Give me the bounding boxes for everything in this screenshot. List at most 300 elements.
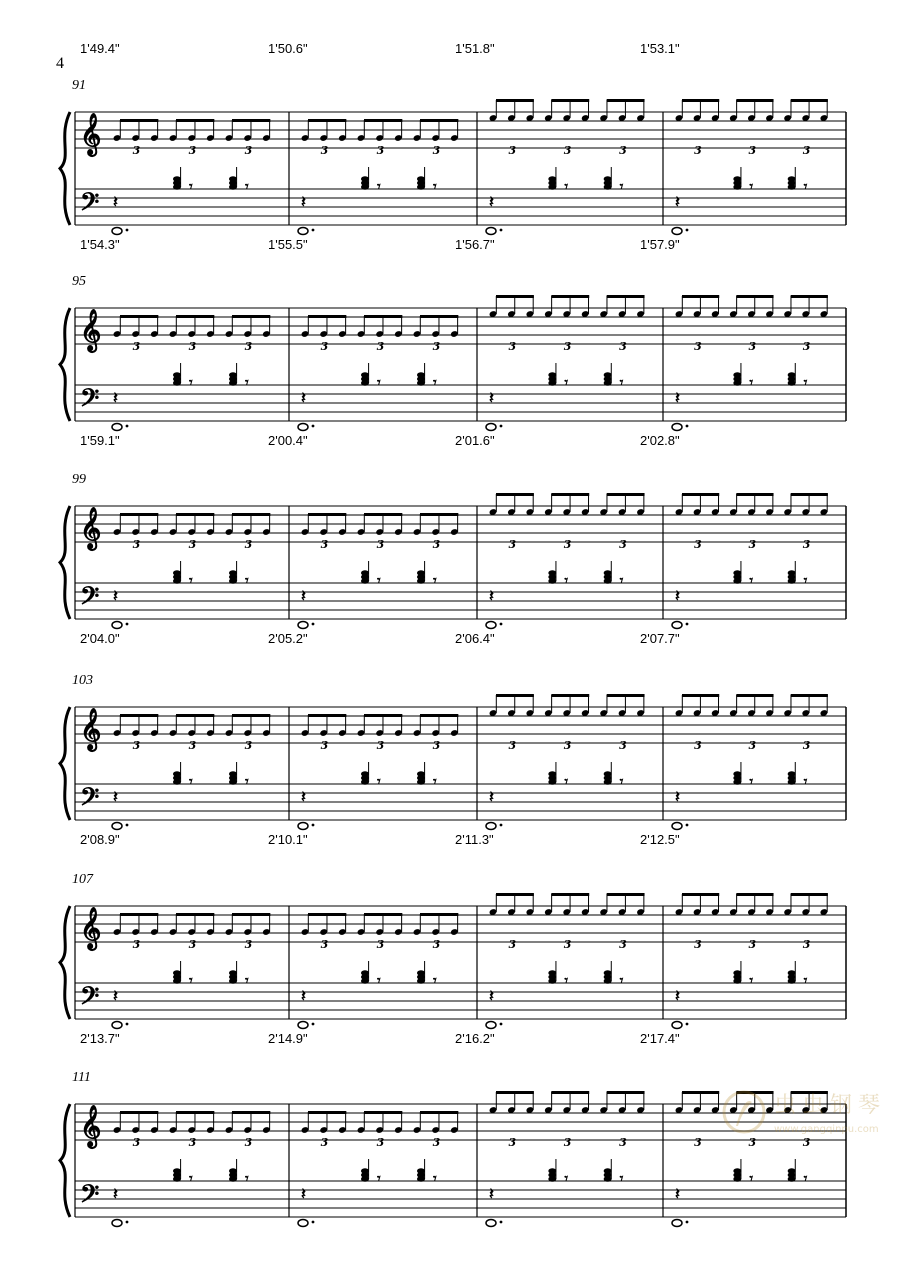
beam xyxy=(176,315,214,318)
beam xyxy=(736,99,773,102)
eighth-rest-icon: 𝄾 xyxy=(189,375,193,391)
beam xyxy=(496,1091,534,1094)
beam xyxy=(496,99,534,102)
eighth-rest-icon: 𝄾 xyxy=(749,179,754,195)
tuplet-label: 3 xyxy=(432,1136,441,1149)
watermark xyxy=(722,1082,902,1152)
quarter-rest-icon: 𝄽 xyxy=(113,586,118,605)
tuplet-label: 3 xyxy=(508,938,517,951)
half-note-head xyxy=(112,1022,122,1029)
chord-note-head xyxy=(229,372,237,378)
chord-note-head xyxy=(788,970,796,976)
timestamp-label: 2'02.8" xyxy=(640,433,680,448)
chord-note-head xyxy=(229,970,237,976)
eighth-rest-icon: 𝄾 xyxy=(189,1171,193,1187)
beam xyxy=(232,1111,270,1114)
quarter-rest-icon: 𝄽 xyxy=(675,787,680,806)
bass-clef-icon: 𝄢 xyxy=(80,1180,100,1215)
quarter-rest-icon: 𝄽 xyxy=(301,787,306,806)
tuplet-label: 3 xyxy=(376,144,385,157)
eighth-rest-icon: 𝄾 xyxy=(377,774,381,790)
half-note-head xyxy=(672,228,682,235)
beam xyxy=(551,694,589,697)
chord-note-head xyxy=(788,771,796,777)
dot xyxy=(686,623,689,626)
tuplet-label: 3 xyxy=(432,938,441,951)
beam xyxy=(420,913,458,916)
tuplet-label: 3 xyxy=(432,144,441,157)
beam xyxy=(120,513,158,516)
brace-icon xyxy=(60,1104,70,1217)
chord-note-head xyxy=(417,771,425,777)
tuplet-label: 3 xyxy=(748,144,757,157)
tuplet-label: 3 xyxy=(132,1136,141,1149)
beam xyxy=(364,315,402,318)
eighth-rest-icon: 𝄾 xyxy=(245,774,249,790)
tuplet-label: 3 xyxy=(132,538,141,551)
half-note-head xyxy=(298,1220,308,1227)
beam xyxy=(607,1091,645,1094)
eighth-rest-icon: 𝄾 xyxy=(189,774,193,790)
eighth-rest-icon: 𝄾 xyxy=(564,573,569,589)
quarter-rest-icon: 𝄽 xyxy=(675,1184,680,1203)
beam xyxy=(496,295,534,298)
tuplet-label: 3 xyxy=(563,144,572,157)
dot xyxy=(126,425,129,428)
tuplet-label: 3 xyxy=(619,538,627,551)
half-note-head xyxy=(112,1220,122,1227)
tuplet-label: 3 xyxy=(132,340,141,353)
beam xyxy=(682,99,719,102)
tuplet-label: 3 xyxy=(244,538,253,551)
tuplet-label: 3 xyxy=(508,340,517,353)
dot xyxy=(500,1221,503,1224)
chord-note-head xyxy=(733,970,741,976)
bass-clef-icon: 𝄢 xyxy=(80,384,100,419)
beam xyxy=(736,295,773,298)
measure-number: 99 xyxy=(72,472,86,487)
chord-note-head xyxy=(229,176,237,182)
quarter-rest-icon: 𝄽 xyxy=(113,1184,118,1203)
beam xyxy=(607,99,645,102)
eighth-rest-icon: 𝄾 xyxy=(245,973,249,989)
chord-note-head xyxy=(548,970,556,976)
quarter-rest-icon: 𝄽 xyxy=(675,986,680,1005)
bass-clef-icon: 𝄢 xyxy=(80,982,100,1017)
chord-note-head xyxy=(173,1168,181,1174)
tuplet-label: 3 xyxy=(376,340,385,353)
beam xyxy=(232,119,270,122)
quarter-rest-icon: 𝄽 xyxy=(675,192,680,211)
dot xyxy=(686,1023,689,1026)
watermark-url: www.gangqinpu.com xyxy=(774,1124,879,1135)
dot xyxy=(312,1023,315,1026)
timestamp-label: 1'53.1" xyxy=(640,41,680,56)
beam xyxy=(736,493,773,496)
timestamp-label: 1'55.5" xyxy=(268,237,308,252)
beam xyxy=(232,513,270,516)
timestamp-label: 1'54.3" xyxy=(80,237,120,252)
page-number: 4 xyxy=(56,55,64,72)
tuplet-label: 3 xyxy=(508,739,517,752)
beam xyxy=(791,893,828,896)
dot xyxy=(312,623,315,626)
dot xyxy=(686,1221,689,1224)
half-note-head xyxy=(486,823,496,830)
quarter-rest-icon: 𝄽 xyxy=(489,986,494,1005)
tuplet-label: 3 xyxy=(376,538,385,551)
half-note-head xyxy=(112,823,122,830)
beam xyxy=(682,893,719,896)
brace-icon xyxy=(60,112,70,225)
half-note-head xyxy=(112,424,122,431)
chord-note-head xyxy=(229,1168,237,1174)
music-system xyxy=(60,99,846,235)
dot xyxy=(126,1023,129,1026)
timestamp-label: 2'06.4" xyxy=(455,631,495,646)
half-note-head xyxy=(486,228,496,235)
tuplet-label: 3 xyxy=(244,340,253,353)
eighth-rest-icon: 𝄾 xyxy=(377,1171,381,1187)
eighth-rest-icon: 𝄾 xyxy=(619,179,624,195)
eighth-rest-icon: 𝄾 xyxy=(377,973,381,989)
beam xyxy=(682,295,719,298)
eighth-rest-icon: 𝄾 xyxy=(803,973,808,989)
chord-note-head xyxy=(733,1168,741,1174)
dot xyxy=(500,824,503,827)
tuplet-label: 3 xyxy=(508,1136,517,1149)
eighth-rest-icon: 𝄾 xyxy=(803,375,808,391)
tuplet-label: 3 xyxy=(802,938,811,951)
tuplet-label: 3 xyxy=(320,144,329,157)
half-note-head xyxy=(672,1220,682,1227)
tuplet-label: 3 xyxy=(320,1136,329,1149)
timestamp-label: 2'00.4" xyxy=(268,433,308,448)
tuplet-label: 3 xyxy=(376,938,385,951)
music-system xyxy=(60,295,846,431)
treble-clef-icon: 𝄞 xyxy=(80,113,102,155)
half-note-head xyxy=(486,1220,496,1227)
eighth-rest-icon: 𝄾 xyxy=(377,179,381,195)
dot xyxy=(500,1023,503,1026)
beam xyxy=(120,913,158,916)
beam xyxy=(791,99,828,102)
beam xyxy=(551,99,589,102)
timestamp-label: 1'51.8" xyxy=(455,41,495,56)
beam xyxy=(308,714,346,717)
quarter-rest-icon: 𝄽 xyxy=(675,388,680,407)
beam xyxy=(420,315,458,318)
half-note-head xyxy=(298,622,308,629)
timestamp-label: 2'12.5" xyxy=(640,832,680,847)
eighth-rest-icon: 𝄾 xyxy=(433,573,437,589)
beam xyxy=(551,1091,589,1094)
timestamp-label: 2'08.9" xyxy=(80,832,120,847)
beam xyxy=(551,295,589,298)
quarter-rest-icon: 𝄽 xyxy=(113,787,118,806)
chord-note-head xyxy=(173,570,181,576)
tuplet-label: 3 xyxy=(188,538,197,551)
beam xyxy=(176,119,214,122)
eighth-rest-icon: 𝄾 xyxy=(377,573,381,589)
measure-number: 95 xyxy=(72,274,86,289)
beam xyxy=(607,694,645,697)
beam xyxy=(736,893,773,896)
chord-note-head xyxy=(361,570,369,576)
tuplet-label: 3 xyxy=(132,144,141,157)
treble-clef-icon: 𝄞 xyxy=(80,708,102,750)
tuplet-label: 3 xyxy=(132,938,141,951)
tuplet-label: 3 xyxy=(563,538,572,551)
beam xyxy=(420,119,458,122)
chord-note-head xyxy=(229,771,237,777)
beam xyxy=(120,315,158,318)
eighth-rest-icon: 𝄾 xyxy=(433,179,437,195)
eighth-rest-icon: 𝄾 xyxy=(245,1171,249,1187)
tuplet-label: 3 xyxy=(244,144,253,157)
dot xyxy=(126,229,129,232)
chord-note-head xyxy=(173,970,181,976)
tuplet-label: 3 xyxy=(244,739,253,752)
tuplet-label: 3 xyxy=(376,739,385,752)
chord-note-head xyxy=(417,372,425,378)
eighth-rest-icon: 𝄾 xyxy=(245,179,249,195)
bass-clef-icon: 𝄢 xyxy=(80,188,100,223)
tuplet-label: 3 xyxy=(132,739,141,752)
eighth-rest-icon: 𝄾 xyxy=(564,1171,569,1187)
dot xyxy=(686,229,689,232)
beam xyxy=(607,893,645,896)
tuplet-label: 3 xyxy=(748,1136,757,1149)
timestamp-label: 1'49.4" xyxy=(80,41,120,56)
beam xyxy=(551,493,589,496)
bass-clef-icon: 𝄢 xyxy=(80,783,100,818)
quarter-rest-icon: 𝄽 xyxy=(113,192,118,211)
chord-note-head xyxy=(733,176,741,182)
tuplet-label: 3 xyxy=(320,938,329,951)
beam xyxy=(607,493,645,496)
quarter-rest-icon: 𝄽 xyxy=(675,586,680,605)
measure-number: 103 xyxy=(72,673,93,688)
quarter-rest-icon: 𝄽 xyxy=(301,192,306,211)
tuplet-label: 3 xyxy=(563,938,572,951)
measure-number: 91 xyxy=(72,78,86,93)
timestamp-label: 2'14.9" xyxy=(268,1031,308,1046)
chord-note-head xyxy=(548,372,556,378)
chord-note-head xyxy=(548,1168,556,1174)
beam xyxy=(308,913,346,916)
timestamp-label: 2'04.0" xyxy=(80,631,120,646)
timestamp-label: 1'56.7" xyxy=(455,237,495,252)
music-system xyxy=(60,493,846,629)
tuplet-label: 3 xyxy=(802,144,811,157)
tuplet-label: 3 xyxy=(563,739,572,752)
eighth-rest-icon: 𝄾 xyxy=(377,375,381,391)
beam xyxy=(791,694,828,697)
chord-note-head xyxy=(604,771,612,777)
tuplet-label: 3 xyxy=(802,340,811,353)
chord-note-head xyxy=(733,771,741,777)
dot xyxy=(500,229,503,232)
beam xyxy=(551,893,589,896)
eighth-rest-icon: 𝄾 xyxy=(564,774,569,790)
eighth-rest-icon: 𝄾 xyxy=(564,375,569,391)
beam xyxy=(120,1111,158,1114)
dot xyxy=(500,623,503,626)
eighth-rest-icon: 𝄾 xyxy=(433,774,437,790)
beam xyxy=(736,694,773,697)
chord-note-head xyxy=(788,372,796,378)
tuplet-label: 3 xyxy=(694,938,702,951)
tuplet-label: 3 xyxy=(802,739,811,752)
beam xyxy=(232,714,270,717)
beam xyxy=(176,513,214,516)
half-note-head xyxy=(298,228,308,235)
timestamp-label: 2'16.2" xyxy=(455,1031,495,1046)
brace-icon xyxy=(60,308,70,421)
tuplet-label: 3 xyxy=(563,1136,572,1149)
tuplet-label: 3 xyxy=(244,938,253,951)
eighth-rest-icon: 𝄾 xyxy=(749,1171,754,1187)
timestamp-label: 2'07.7" xyxy=(640,631,680,646)
chord-note-head xyxy=(788,570,796,576)
beam xyxy=(791,493,828,496)
eighth-rest-icon: 𝄾 xyxy=(189,179,193,195)
tuplet-label: 3 xyxy=(320,538,329,551)
quarter-rest-icon: 𝄽 xyxy=(489,388,494,407)
quarter-rest-icon: 𝄽 xyxy=(113,388,118,407)
chord-note-head xyxy=(604,372,612,378)
beam xyxy=(682,493,719,496)
timestamp-label: 2'05.2" xyxy=(268,631,308,646)
beam xyxy=(682,694,719,697)
chord-note-head xyxy=(173,771,181,777)
beam xyxy=(420,714,458,717)
dot xyxy=(312,229,315,232)
dot xyxy=(686,425,689,428)
eighth-rest-icon: 𝄾 xyxy=(749,375,754,391)
beam xyxy=(308,315,346,318)
treble-clef-icon: 𝄞 xyxy=(80,507,102,549)
tuplet-label: 3 xyxy=(432,538,441,551)
eighth-rest-icon: 𝄾 xyxy=(803,573,808,589)
treble-clef-icon: 𝄞 xyxy=(80,907,102,949)
quarter-rest-icon: 𝄽 xyxy=(489,192,494,211)
chord-note-head xyxy=(361,176,369,182)
tuplet-label: 3 xyxy=(748,538,757,551)
beam xyxy=(364,513,402,516)
timestamp-label: 2'01.6" xyxy=(455,433,495,448)
tuplet-label: 3 xyxy=(802,538,811,551)
dot xyxy=(312,1221,315,1224)
quarter-rest-icon: 𝄽 xyxy=(489,586,494,605)
half-note-head xyxy=(112,228,122,235)
eighth-rest-icon: 𝄾 xyxy=(619,573,624,589)
chord-note-head xyxy=(417,970,425,976)
tuplet-label: 3 xyxy=(320,739,329,752)
tuplet-label: 3 xyxy=(619,1136,627,1149)
timestamp-label: 2'10.1" xyxy=(268,832,308,847)
tuplet-label: 3 xyxy=(619,340,627,353)
tuplet-label: 3 xyxy=(508,538,517,551)
eighth-rest-icon: 𝄾 xyxy=(619,774,624,790)
beam xyxy=(364,913,402,916)
tuplet-label: 3 xyxy=(188,340,197,353)
half-note-head xyxy=(672,622,682,629)
dot xyxy=(312,824,315,827)
dot xyxy=(686,824,689,827)
watermark-logo-icon xyxy=(722,1082,768,1142)
chord-note-head xyxy=(548,176,556,182)
tuplet-label: 3 xyxy=(694,538,702,551)
chord-note-head xyxy=(604,970,612,976)
quarter-rest-icon: 𝄽 xyxy=(113,986,118,1005)
timestamp-label: 1'50.6" xyxy=(268,41,308,56)
half-note-head xyxy=(672,1022,682,1029)
beam xyxy=(364,119,402,122)
eighth-rest-icon: 𝄾 xyxy=(564,179,569,195)
tuplet-label: 3 xyxy=(694,739,702,752)
dot xyxy=(312,425,315,428)
treble-clef-icon: 𝄞 xyxy=(80,309,102,351)
beam xyxy=(232,315,270,318)
eighth-rest-icon: 𝄾 xyxy=(433,375,437,391)
dot xyxy=(126,824,129,827)
chord-note-head xyxy=(788,176,796,182)
quarter-rest-icon: 𝄽 xyxy=(301,586,306,605)
tuplet-label: 3 xyxy=(508,144,517,157)
timestamp-label: 1'57.9" xyxy=(640,237,680,252)
beam xyxy=(308,119,346,122)
timestamp-label: 2'11.3" xyxy=(455,832,494,847)
beam xyxy=(420,513,458,516)
measure-number: 107 xyxy=(72,872,93,887)
eighth-rest-icon: 𝄾 xyxy=(803,1171,808,1187)
half-note-head xyxy=(298,823,308,830)
half-note-head xyxy=(672,823,682,830)
chord-note-head xyxy=(361,1168,369,1174)
beam xyxy=(176,913,214,916)
chord-note-head xyxy=(604,176,612,182)
half-note-head xyxy=(486,1022,496,1029)
tuplet-label: 3 xyxy=(432,739,441,752)
chord-note-head xyxy=(548,771,556,777)
tuplet-label: 3 xyxy=(188,739,197,752)
beam xyxy=(176,1111,214,1114)
tuplet-label: 3 xyxy=(694,340,702,353)
chord-note-head xyxy=(548,570,556,576)
quarter-rest-icon: 𝄽 xyxy=(489,787,494,806)
measure-number: 111 xyxy=(72,1070,91,1085)
beam xyxy=(791,295,828,298)
beam xyxy=(420,1111,458,1114)
bass-clef-icon: 𝄢 xyxy=(80,582,100,617)
tuplet-label: 3 xyxy=(619,144,627,157)
half-note-head xyxy=(298,1022,308,1029)
eighth-rest-icon: 𝄾 xyxy=(619,1171,624,1187)
music-system xyxy=(60,893,846,1029)
eighth-rest-icon: 𝄾 xyxy=(749,573,754,589)
beam xyxy=(364,714,402,717)
half-note-head xyxy=(486,424,496,431)
tuplet-label: 3 xyxy=(432,340,441,353)
brace-icon xyxy=(60,506,70,619)
beam xyxy=(607,295,645,298)
half-note-head xyxy=(672,424,682,431)
eighth-rest-icon: 𝄾 xyxy=(619,973,624,989)
eighth-rest-icon: 𝄾 xyxy=(749,973,754,989)
music-system xyxy=(60,694,846,830)
